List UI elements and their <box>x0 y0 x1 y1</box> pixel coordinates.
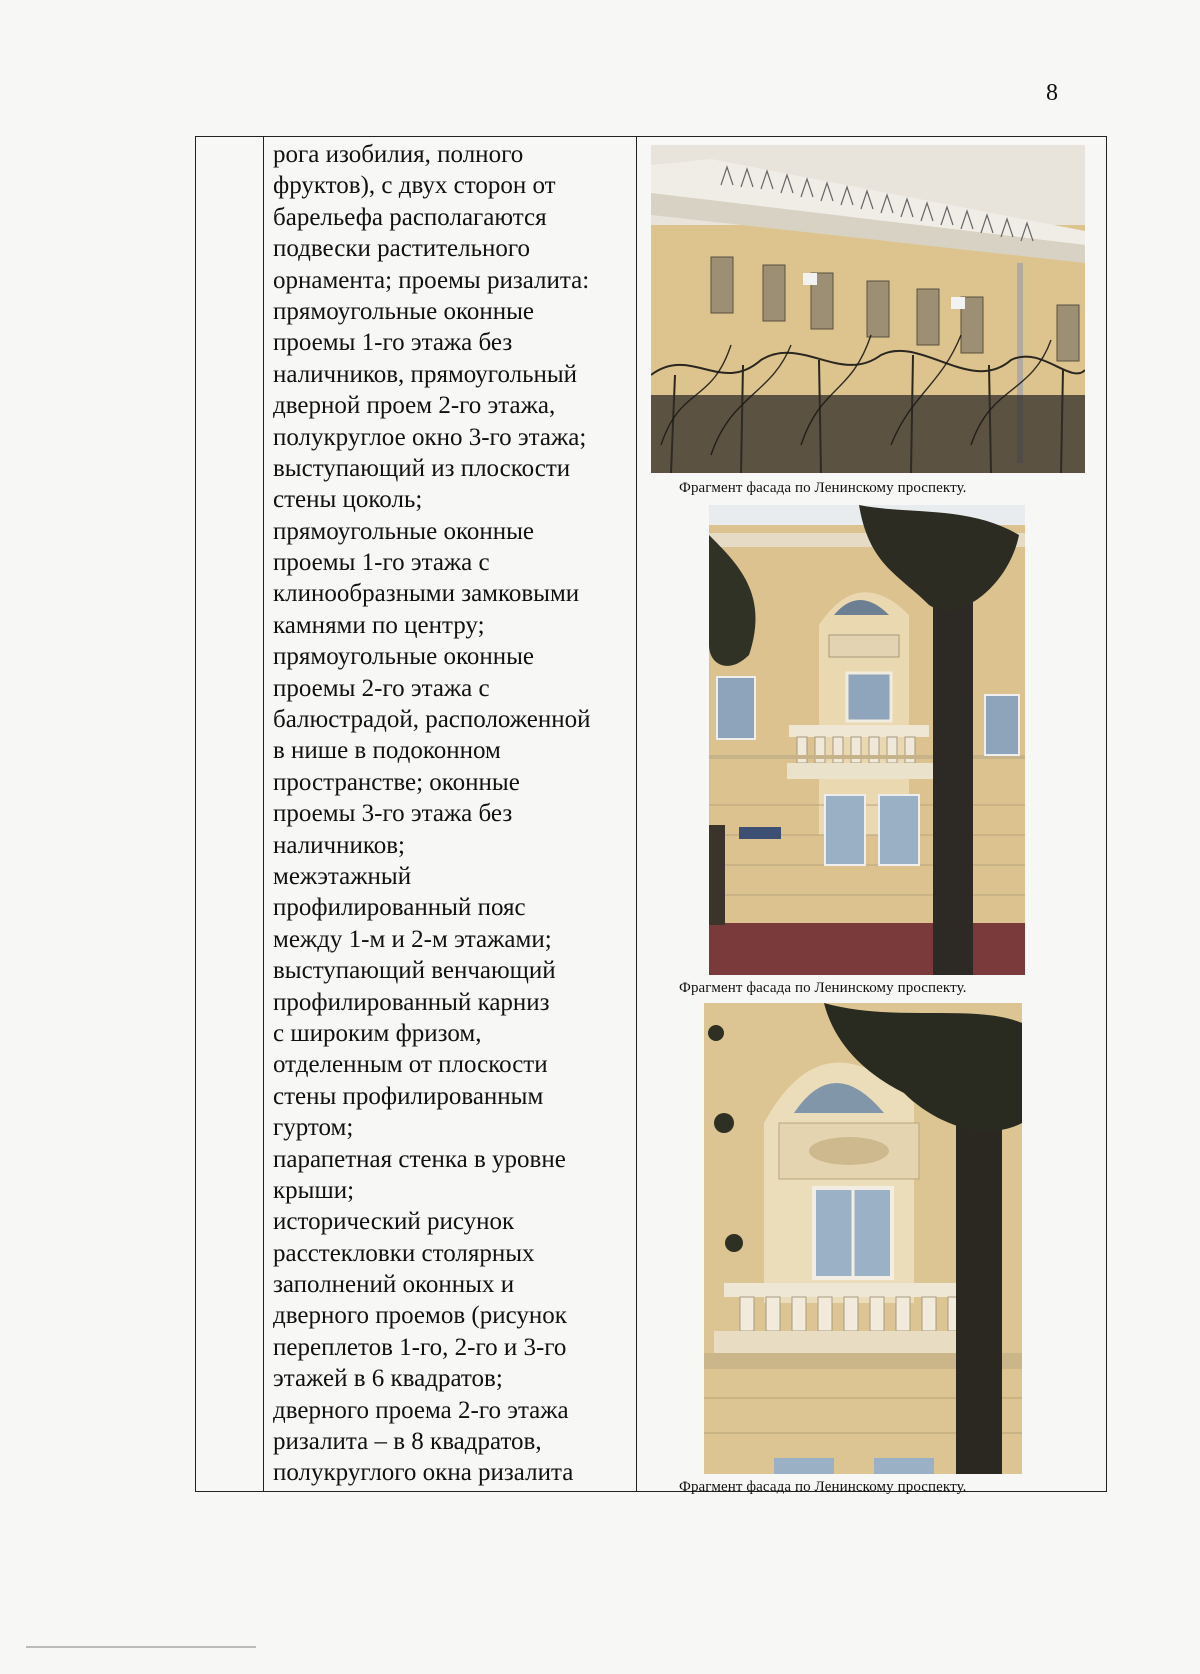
text-line: барельефа располагаются <box>273 203 547 231</box>
text-line: проемы 3-го этажа без <box>273 800 513 828</box>
photo-caption-1: Фрагмент фасада по Ленинскому проспекту. <box>679 480 967 496</box>
text-line: рога изобилия, полного <box>273 141 524 168</box>
text-line: орнамента; проемы ризалита: <box>273 266 590 294</box>
text-line: наличников, прямоугольный <box>273 360 578 388</box>
photo-caption-3: Фрагмент фасада по Ленинскому проспекту. <box>679 1479 967 1495</box>
text-line: с широким фризом, <box>273 1019 482 1047</box>
text-line: в нише в подоконном <box>273 737 501 765</box>
text-line: полукруглое окно 3-го этажа; <box>273 423 587 451</box>
text-line: отделенным от плоскости <box>273 1051 548 1079</box>
text-line: прямоугольные оконные <box>273 297 534 325</box>
text-line: камнями по центру; <box>273 611 485 639</box>
text-line: стены профилированным <box>273 1082 544 1110</box>
facade-photo-3 <box>704 1003 1022 1474</box>
text-line: наличников; <box>273 831 406 859</box>
text-line: балюстрадой, расположенной <box>273 706 591 734</box>
text-line: межэтажный <box>273 862 412 890</box>
text-line: парапетная стенка в уровне <box>273 1145 566 1173</box>
text-line: дверного проемов (рисунок <box>273 1302 567 1330</box>
facade-photo-2 <box>709 505 1025 975</box>
photos-cell <box>637 137 1107 1495</box>
text-line: выступающий венчающий <box>273 957 556 985</box>
text-line: крыши; <box>273 1176 355 1204</box>
text-line: прямоугольные оконные <box>273 643 534 671</box>
text-line: подвески растительного <box>273 235 531 263</box>
text-line: переплетов 1-го, 2-го и 3-го <box>273 1333 567 1361</box>
text-line: заполнений оконных и <box>273 1271 515 1299</box>
text-line: полукруглого окна ризалита <box>273 1459 574 1487</box>
text-line: проемы 1-го этажа с <box>273 549 490 577</box>
text-line: между 1-м и 2-м этажами; <box>273 925 552 953</box>
text-line: этажей в 6 квадратов; <box>273 1365 503 1393</box>
text-line: исторический рисунок <box>273 1208 515 1236</box>
text-line: фруктов), с двух сторон от <box>273 172 556 200</box>
text-line: ризалита – в 8 квадратов, <box>273 1428 542 1456</box>
facade-photo-1 <box>651 145 1085 473</box>
text-line: стены цоколь; <box>273 486 423 514</box>
text-line: профилированный пояс <box>273 894 526 922</box>
text-line: дверной проем 2-го этажа, <box>273 392 556 420</box>
number-cell <box>196 137 264 1492</box>
description-text <box>273 139 628 1489</box>
text-line: прямоугольные оконные <box>273 517 534 545</box>
text-line: расстекловки столярных <box>273 1239 535 1267</box>
text-line: профилированный карниз <box>273 988 550 1016</box>
text-line: гуртом; <box>273 1114 354 1142</box>
photo-caption-2: Фрагмент фасада по Ленинскому проспекту. <box>679 980 967 996</box>
page-number: 8 <box>1046 80 1058 106</box>
document-table <box>195 136 1107 1495</box>
scan-edge-line <box>26 1646 256 1648</box>
description-cell <box>264 137 637 1492</box>
text-line: проемы 1-го этажа без <box>273 329 513 357</box>
text-line: дверного проема 2-го этажа <box>273 1396 569 1424</box>
text-line: пространстве; оконные <box>273 768 520 796</box>
text-line: выступающий из плоскости <box>273 454 571 482</box>
text-line: клинообразными замковыми <box>273 580 580 608</box>
text-line: проемы 2-го этажа с <box>273 674 490 702</box>
